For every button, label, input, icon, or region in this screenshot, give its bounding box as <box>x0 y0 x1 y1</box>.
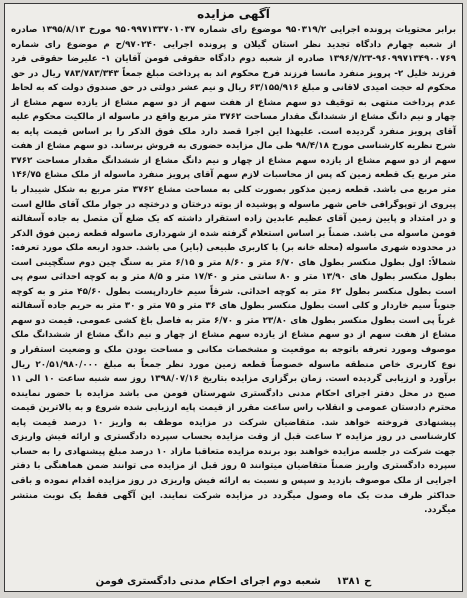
notice-footer <box>5 576 462 587</box>
notice-sheet <box>4 3 463 592</box>
notice-body: برابر محتویات پرونده اجرایی ۹۵۰۳۱۹/۲ موضوع رای شماره ۹۵۰۹۹۷۱۳۳۷۰۱۰۳۷ مورخ ۱۳۹۵/۸/۱۳ صادره از شعبه چهارم دادگاه تجدید نظر استان گیلان و پرونده اجرایی ۹۷۰۲۴۰/ح م موضوع رای شماره ۹۶۰۹۹۷۱۳۴۹۰۰۷۶۹-۱۳۹۶/۷/۲۳ صادره از شعبه دوم دادگاه حقوقی فومن آقایان ۱- علیرضا حقوقی فرد فرزند خلیل ۲- پرویز منفرد مانسا فرزند فرخ محکوم اند به پرداخت مبلغ جمعاً ۷۸۳/۷۸۳/۳۴۳ ریال در حق محکوم له حجت امیدی لاقانی و مبلغ ۶۳/۱۵۵/۹۱۶ ریال و نیم عشر دولتی در حق صندوق دولت که به لحاظ عدم پرداخت منتهی به توقیف دو سهم مشاع از هفت سهم از دو سهم مشاع از یازده سهم مشاع از چهار و نیم دانگ مشاع از ششدانگ مقدار مساحت ۳۷۶۲ متر مربع واقع در ماسوله از مالکیت محکوم علیه آقای پرویز منفرد گردیده است. علیهذا این اجرا قصد دارد ملک فوق الذکر را بر اساس قیمت پایه به شرح نظریه کارشناسی مورخ ۹۸/۴/۱۸ طی مال مزایده حضوری به فروش برساند. دو سهم مشاع از هفت سهم از دو سهم مشاع از یازده سهم مشاع از چهار و نیم دانگ مشاع از ششدانگ مقدار مساحت ۳۷۶۲ متر مربع یک قطعه زمین که پس از محاسبات لازم سهم آقای پرویز منفرد ماسوله از ملک مشاع ۱۴۶/۷۵ متر مربع می باشد. قطعه زمین مذکور بصورت کلی به مساحت مشاع ۳۷۶۲ متر مربع به شکل شیبدار با پیروی از توپوگرافی خاص شهر ماسوله و پوشیده از بوته درختان و درختچه در جوار ملک آقای طالع است و در امتداد و پایین زمین آقای عظیم عابدین زاده استقرار داشته که یک ضلع آن متصل به جاده آسفالته فومن ماسوله می باشد. ضمناً بر اساس استعلام گرفته شده از شهرداری ماسوله قطعه زمین فوق الذکر در محدوده شهری ماسوله (محله خانه بر) با کاربری طبیعی (بایر) می باشد. حدود اربعه ملک مورد تعرفه: شمالاً: اول بطول منکسر بطول های ۶/۷۰ متر و ۸/۶۰ متر و ۶/۱۵ متر به سنگ چین دوم سنگچینی است بطول منکسر بطول های ۱۳/۹۰ متر و ۸۰ سانتی متر و ۱۷/۴۰ متر و ۸/۵ متر و به کوچه احداثی سوم پی است بطول منکسر بطول ۶۲ متر به کوچه احداثی. شرقاً سیم خاردارپست بطول ۴۵/۶۰ متر و به کوچه جنوباً سیم خاردار و کلی است بطول منکسر بطول های ۳۶ متر و ۷۵ متر و ۳۰ متر به حریم جاده آسفالته غرباً پی است بطول منکسر بطول های ۲۳/۸۰ متر و ۶/۷۰ متر به فاصل باغ کشی عمومی. قیمت دو سهم مشاع از هفت سهم از دو سهم مشاع از یازده سهم مشاع از چهار و نیم دانگ مشاع از ششدانگ ملک موصوف ومورد تعرفه باتوجه به موقعیت و مشخصات مکانی و مساحت بودن ملک و وضعیت استقرار و نوع کاربری خاص منطقه ماسوله خصوصاً قطعه زمین مورد نظر جمعاً به مبلغ ۲۰/۵۱/۹۸۰/۰۰۰ ریال برآورد و ارزیابی گردیده است. زمان برگزاری مزایده بتاریخ ۱۳۹۸/۰۷/۱۶ روز سه شنبه ساعت ۱۰ الی ۱۱ صبح در محل دفتر اجرای احکام مدنی دادگستری شهرستان فومن می باشد مزایده با حضور نماینده محترم دادستان عمومی و انقلاب راس ساعت مقرر از قیمت پایه ارزیابی شده شروع و به بالاترین قیمت پیشنهادی فروخته خواهد شد. متقاضیان شرکت در مزایده موظف به واریز ۱۰ درصد قیمت پایه کارشناسی در روز مزایده ۲ ساعت قبل از وقت مزایده بحساب سپرده دادگستری و ارائه فیش واریزی جهت شرکت در جلسه مزایده خواهند بود برنده مزایده متعاقبا مازاد ۱۰ درصد مبلغ پیشنهادی را به حساب سپرده دادگستری واریز ضمناً متقاضیان میتوانند ۵ روز قبل از مزایده می توانند ضمن هماهنگی با دفتر اجرایی از ملک موصوف بازدید و سپس و نسبت به ارائه فیش واریزی در روز مزایده اقدام نموده و باقی حداکثر ظرف مدت یک ماه وصول میگردد در مزایده شرکت نمایند. این آگهی فقط یک نوبت منتشر میگردد. <box>11 25 457 516</box>
notice-title: آگهی مزایده <box>197 7 270 21</box>
footer-code: ح ۱۳۸۱ <box>336 576 372 587</box>
footer-text: شعبه دوم اجرای احکام مدنی دادگستری فومن <box>95 576 321 587</box>
